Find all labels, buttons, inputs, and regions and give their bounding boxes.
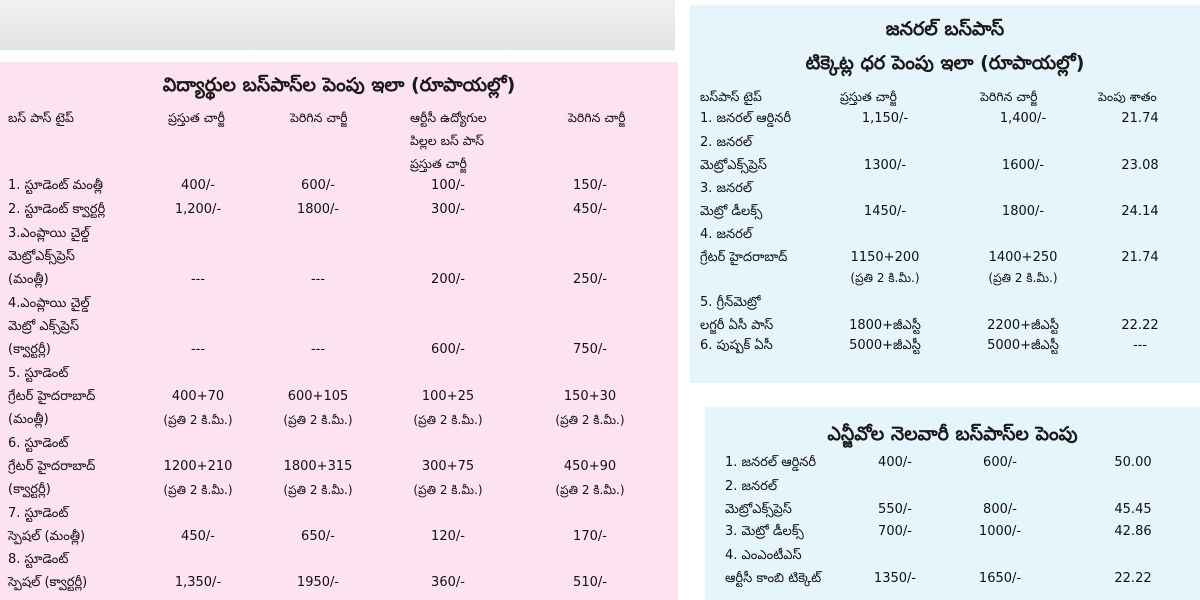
row-value-c2: 1800+315 xyxy=(283,459,353,474)
row-value-c2-note: (ప్రతి 2 కి.మీ.) xyxy=(283,413,353,427)
row-value-c1-note: (ప్రతి 2 కి.మీ.) xyxy=(163,483,233,497)
row-value-c3-note: (ప్రతి 2 కి.మీ.) xyxy=(413,483,483,497)
general-row-percent: 21.74 xyxy=(1121,111,1159,126)
ngo-row-percent: 50.00 xyxy=(1114,455,1152,470)
row-label-line1: 2. స్టూడెంట్ క్వార్టర్లీ xyxy=(8,202,106,217)
left-header-increased: పెరిగిన చార్జీ xyxy=(290,110,348,125)
row-value-c4: 750/- xyxy=(573,342,607,357)
general-row-label-line1: 2. జనరల్ xyxy=(700,135,753,150)
top-gray-strip xyxy=(0,0,675,50)
left-header-type: బస్ పాస్ టైప్ xyxy=(8,110,74,125)
left-header-rtc-current: ప్రస్తుత చార్జీ xyxy=(410,156,467,171)
row-label-line1: 5. స్టూడెంట్ xyxy=(8,366,69,381)
ngo-row-increased: 1000/- xyxy=(978,524,1022,539)
row-value-c4: 450+90 xyxy=(563,459,617,474)
row-label-line1: 7. స్టూడెంట్ xyxy=(8,506,69,521)
row-value-c3: 100/- xyxy=(431,178,465,193)
row-value-c3: 300/- xyxy=(431,202,465,217)
ngo-row-label-line2: మెట్రోఎక్స్‌ప్రెస్ xyxy=(725,502,792,517)
general-panel-title-1: జనరల్ బస్‌పాస్ xyxy=(885,18,1005,40)
row-value-c2-note: (ప్రతి 2 కి.మీ.) xyxy=(283,483,353,497)
general-panel-title-2: టిక్కెట్ల ధర పెంపు ఇలా (రూపాయల్లో) xyxy=(805,52,1085,74)
row-value-c1: 1,200/- xyxy=(174,202,222,217)
general-row-value-c2: 1,400/- xyxy=(999,111,1047,126)
general-row-label-line2: గ్రేటర్ హైదరాబాద్ xyxy=(700,250,788,265)
row-value-c1: 1200+210 xyxy=(163,459,233,474)
ngo-row-current: 700/- xyxy=(878,524,912,539)
general-header-current: ప్రస్తుత చార్జీ xyxy=(840,89,897,104)
row-value-c2: --- xyxy=(310,272,326,287)
general-row-value-c2: 2200+జీఎస్టీ xyxy=(987,318,1059,333)
row-value-c2: --- xyxy=(310,342,326,357)
row-value-c4-note: (ప్రతి 2 కి.మీ.) xyxy=(555,483,625,497)
ngo-row-percent: 22.22 xyxy=(1114,571,1152,586)
row-value-c1: --- xyxy=(190,342,206,357)
general-row-value-c1: 5000+జీఎస్టీ xyxy=(849,338,921,353)
row-value-c2: 600+105 xyxy=(287,389,349,404)
general-row-value-c1: 1450/- xyxy=(863,204,907,219)
left-header-rtc-increased: పెరిగిన చార్జీ xyxy=(568,110,626,125)
ngo-row-percent: 42.86 xyxy=(1114,524,1152,539)
row-label-line2: స్పెషల్ (మంత్లీ) xyxy=(8,529,86,544)
row-label-line3: (మంత్లీ) xyxy=(8,272,49,287)
row-value-c3-note: (ప్రతి 2 కి.మీ.) xyxy=(413,413,483,427)
student-panel-title: విద్యార్థుల బస్‌పాస్‌ల పెంపు ఇలా (రూపాయల్లో) xyxy=(162,74,516,96)
general-row-value-c2: 5000+జీఎస్టీ xyxy=(987,338,1059,353)
row-label-line1: 1. స్టూడెంట్ మంత్లీ xyxy=(8,178,104,193)
general-row-label-line1: 1. జనరల్ ఆర్డినరీ xyxy=(700,111,792,126)
general-row-value-c2: 1800/- xyxy=(1001,204,1045,219)
row-value-c3: 200/- xyxy=(431,272,465,287)
general-row-value-c1: 1,150/- xyxy=(861,111,909,126)
ngo-row-increased: 800/- xyxy=(983,502,1017,517)
row-value-c4: 450/- xyxy=(573,202,607,217)
row-value-c2: 1950/- xyxy=(296,575,340,590)
row-value-c1: 400/- xyxy=(181,178,215,193)
general-row-value-c1: 1300/- xyxy=(863,158,907,173)
general-row-percent: 24.14 xyxy=(1121,204,1159,219)
row-label-line1: 8. స్టూడెంట్ xyxy=(8,552,69,567)
row-label-line3: (మంత్లీ) xyxy=(8,412,49,427)
row-value-c1-note: (ప్రతి 2 కి.మీ.) xyxy=(163,413,233,427)
ngo-row-current: 1350/- xyxy=(873,571,917,586)
row-label-line2: మెట్రోఎక్స్‌ప్రెస్ xyxy=(8,249,75,264)
general-row-percent: --- xyxy=(1132,338,1148,353)
general-row-label-line2: మెట్రో డీలక్స్ xyxy=(700,204,763,219)
row-label-line2: స్పెషల్ (క్వార్టర్లీ) xyxy=(8,575,88,590)
row-label-line2: గ్రేటర్ హైదరాబాద్ xyxy=(8,459,96,474)
ngo-row-label-line1: 2. జనరల్ xyxy=(725,479,778,494)
left-header-rtc-employees: ఆర్టీసీ ఉద్యోగుల xyxy=(410,110,487,125)
row-value-c4-note: (ప్రతి 2 కి.మీ.) xyxy=(555,413,625,427)
ngo-row-current: 550/- xyxy=(878,502,912,517)
general-row-percent: 23.08 xyxy=(1121,158,1159,173)
general-row-value-c2: 1400+250 xyxy=(988,250,1058,265)
general-row-label-line1: 4. జనరల్ xyxy=(700,227,753,242)
row-label-line1: 4.ఎంప్లాయి చైల్డ్ xyxy=(8,296,90,311)
ngo-row-increased: 600/- xyxy=(983,455,1017,470)
row-value-c1: --- xyxy=(190,272,206,287)
row-value-c1: 1,350/- xyxy=(174,575,222,590)
general-row-value-c1: 1800+జీఎస్టీ xyxy=(849,318,921,333)
left-header-children-pass: పిల్లల బస్ పాస్ xyxy=(410,133,484,148)
general-row-percent: 21.74 xyxy=(1121,250,1159,265)
ngo-row-label-line1: 1. జనరల్ ఆర్డినరీ xyxy=(725,455,817,470)
row-value-c1: 400+70 xyxy=(171,389,225,404)
general-row-label-line2: లగ్జరీ ఏసీ పాస్ xyxy=(700,318,774,333)
row-value-c4: 510/- xyxy=(573,575,607,590)
row-label-line2: మెట్రో ఎక్స్‌ప్రెస్ xyxy=(8,319,80,334)
row-value-c3: 360/- xyxy=(431,575,465,590)
general-row-label-line1: 5. గ్రీన్‌మెట్రో xyxy=(700,295,761,310)
row-value-c4: 170/- xyxy=(573,529,607,544)
row-label-line1: 3.ఎంప్లాయి చైల్డ్ xyxy=(8,226,90,241)
row-label-line2: గ్రేటర్ హైదరాబాద్ xyxy=(8,389,96,404)
row-value-c4: 150/- xyxy=(573,178,607,193)
left-header-current: ప్రస్తుత చార్జీ xyxy=(168,110,225,125)
general-buspass-panel xyxy=(690,5,1200,383)
row-value-c3: 600/- xyxy=(431,342,465,357)
ngo-row-label-line1: 3. మెట్రో డీలక్స్ xyxy=(725,524,804,539)
row-value-c4: 250/- xyxy=(573,272,607,287)
general-row-value-c2-note: (ప్రతి 2 కి.మీ.) xyxy=(988,271,1058,285)
row-value-c2: 1800/- xyxy=(296,202,340,217)
ngo-panel-title: ఎన్జీవోల నెలవారీ బస్‌పాస్‌ల పెంపు xyxy=(827,423,1078,445)
ngo-row-percent: 45.45 xyxy=(1114,502,1152,517)
ngo-row-increased: 1650/- xyxy=(978,571,1022,586)
ngo-row-label-line1: 4. ఎంఎంటీఎస్ xyxy=(725,548,802,563)
general-header-percent: పెంపు శాతం xyxy=(1098,89,1157,104)
general-row-label-line1: 6. పుష్పక్ ఏసీ xyxy=(700,338,773,353)
row-value-c4: 150+30 xyxy=(563,389,617,404)
general-row-value-c1: 1150+200 xyxy=(850,250,920,265)
student-buspass-panel xyxy=(0,62,678,600)
general-row-value-c1-note: (ప్రతి 2 కి.మీ.) xyxy=(850,271,920,285)
row-label-line3: (క్వార్టర్లీ) xyxy=(8,482,51,497)
general-header-type: బస్‌పాస్ టైప్ xyxy=(700,89,762,104)
general-header-increased: పెరిగిన చార్జీ xyxy=(980,89,1038,104)
row-label-line1: 6. స్టూడెంట్ xyxy=(8,436,69,451)
row-value-c2: 600/- xyxy=(301,178,335,193)
ngo-row-current: 400/- xyxy=(878,455,912,470)
row-value-c3: 120/- xyxy=(431,529,465,544)
row-value-c3: 100+25 xyxy=(421,389,475,404)
row-label-line3: (క్వార్టర్లీ) xyxy=(8,342,51,357)
general-row-label-line1: 3. జనరల్ xyxy=(700,181,753,196)
general-row-value-c2: 1600/- xyxy=(1001,158,1045,173)
ngo-buspass-panel xyxy=(705,407,1200,600)
row-value-c1: 450/- xyxy=(181,529,215,544)
row-value-c2: 650/- xyxy=(301,529,335,544)
ngo-row-label-line2: ఆర్టీసీ కాంబి టిక్కెట్ xyxy=(725,571,822,586)
general-row-label-line2: మెట్రోఎక్స్‌ప్రెస్ xyxy=(700,158,767,173)
general-row-percent: 22.22 xyxy=(1121,318,1159,333)
row-value-c3: 300+75 xyxy=(421,459,475,474)
